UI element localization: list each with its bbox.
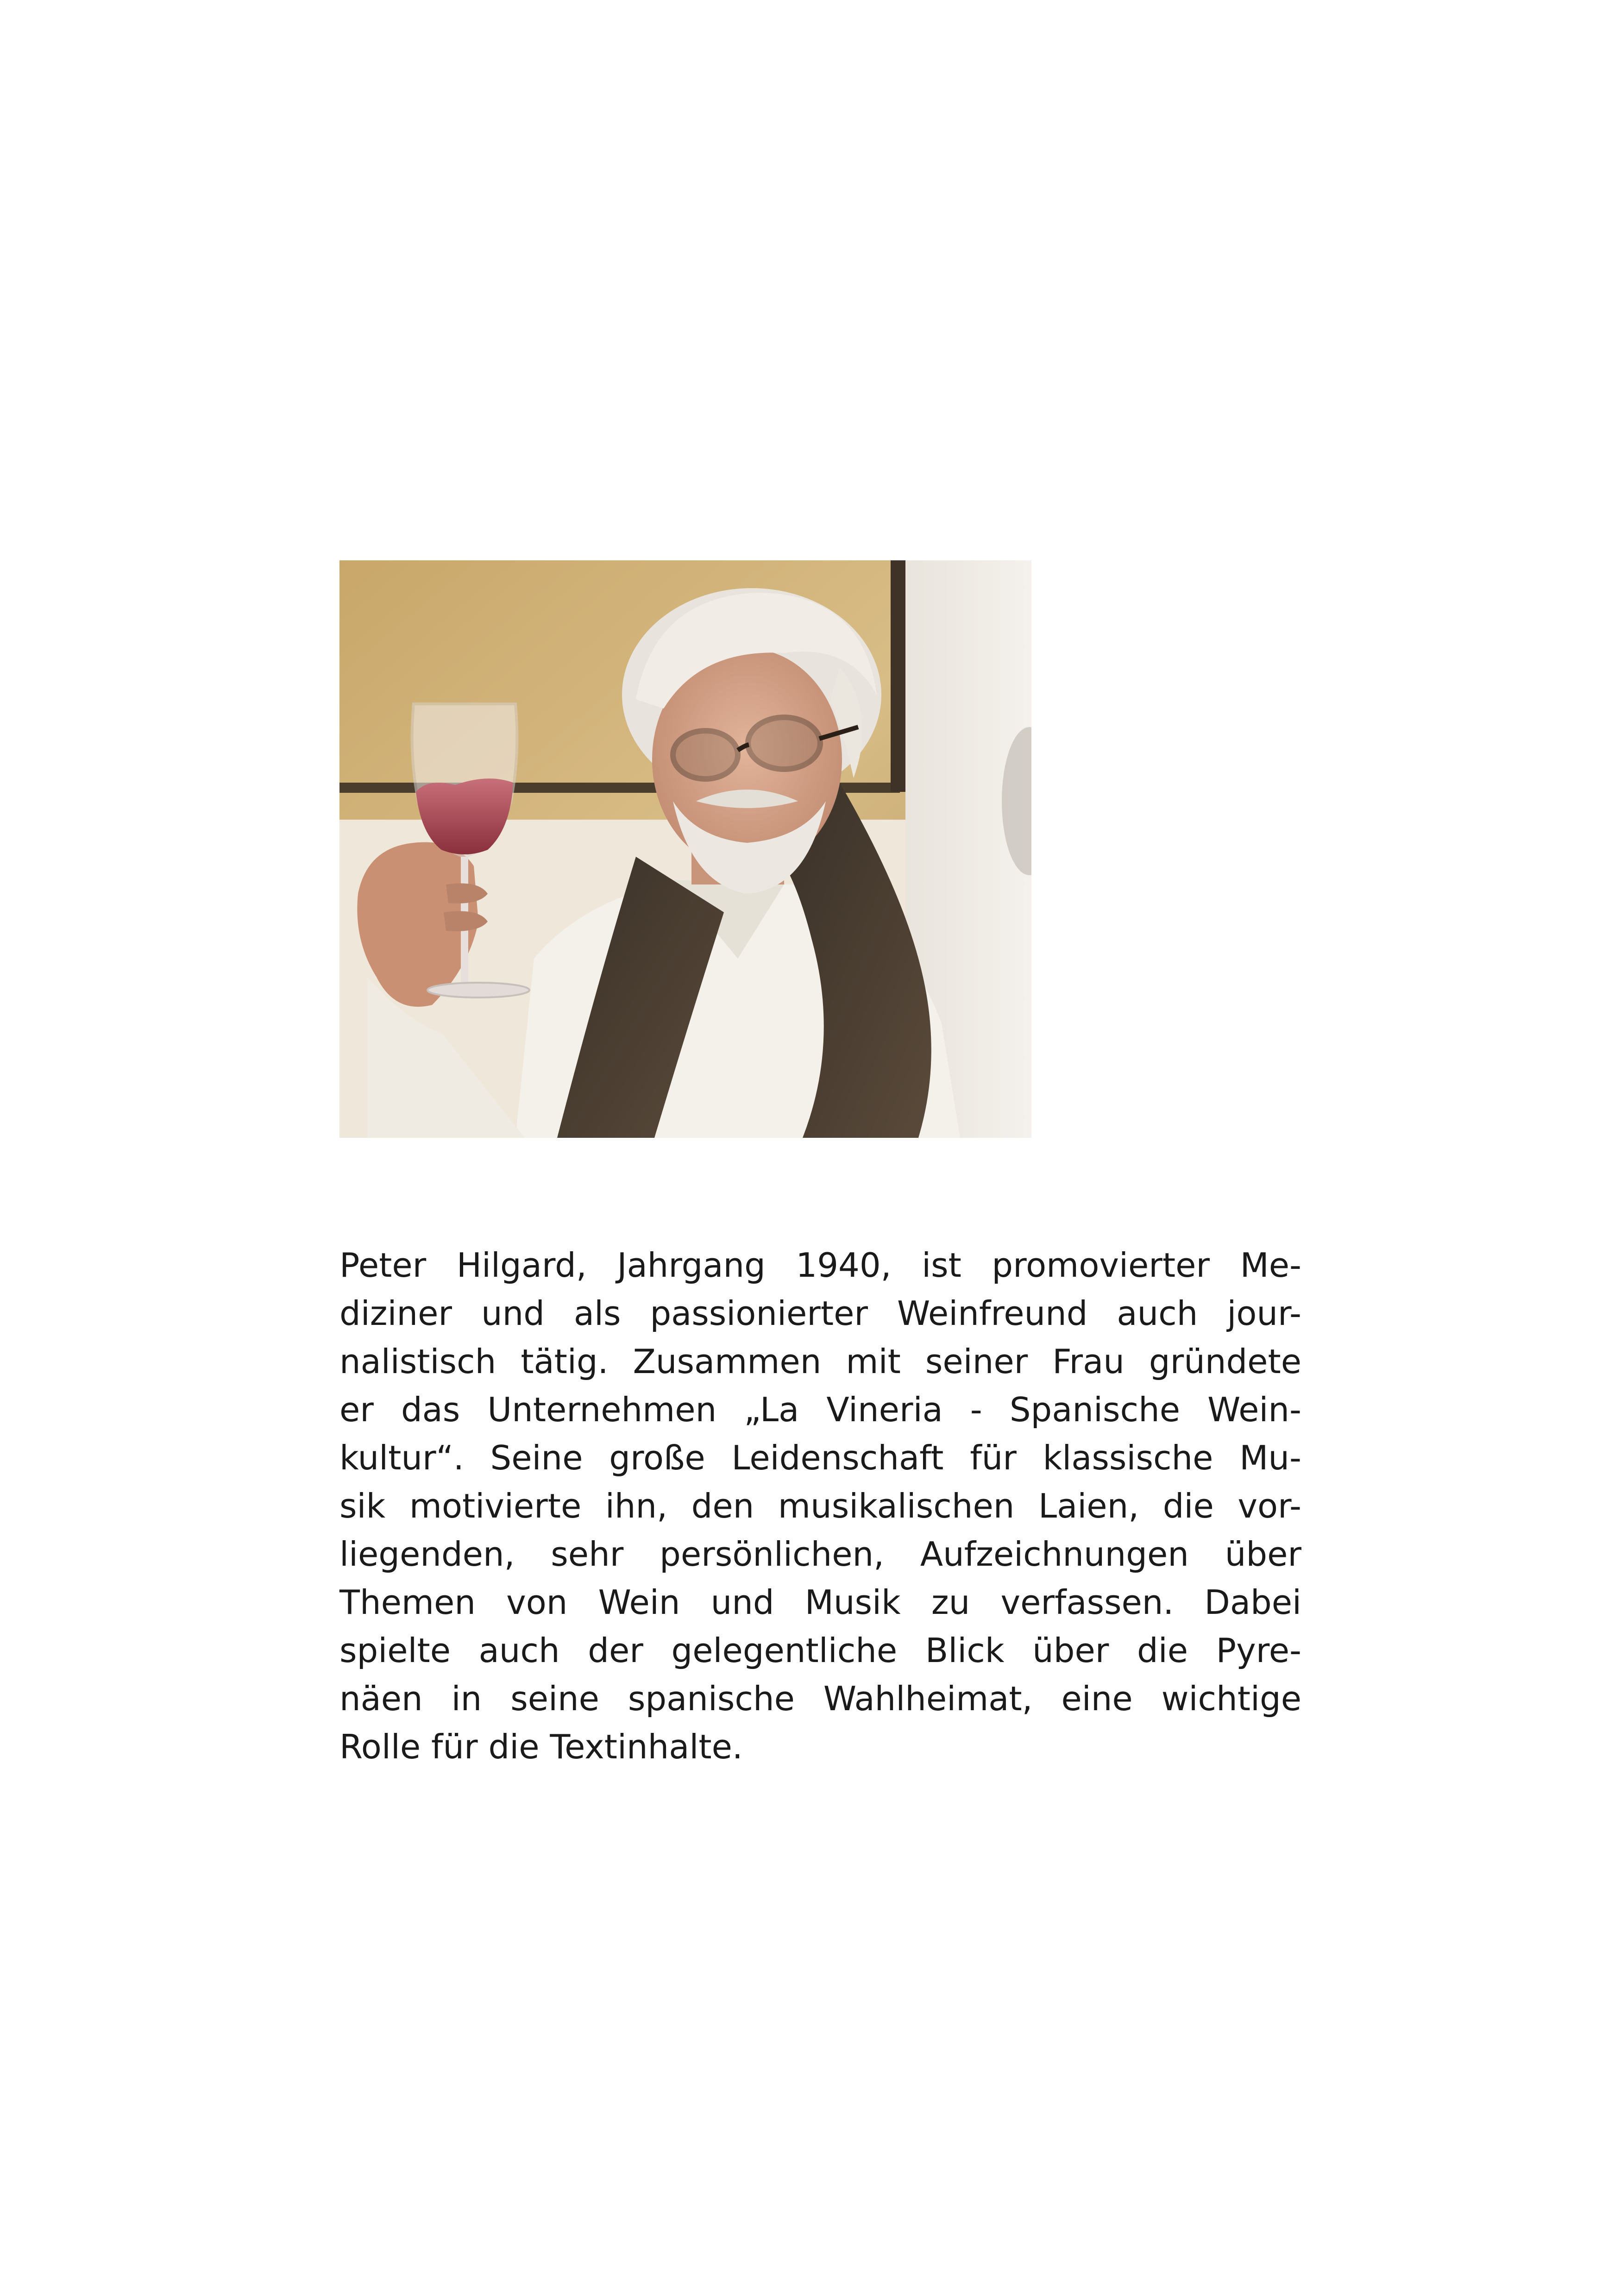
bio-line: spielte auch der gelegentliche Blick über die Pyre- (339, 1631, 1301, 1670)
bio-line: näen in seine spanische Wahlheimat, eine wichtige (339, 1679, 1301, 1718)
bio-line: Themen von Wein und Musik zu verfassen. Dabei (339, 1583, 1301, 1622)
bio-line: nalistisch tätig. Zusammen mit seiner Frau gründete (339, 1342, 1301, 1381)
bio-line: Rolle für die Textinhalte. (339, 1727, 743, 1766)
bio-line: er das Unternehmen „La Vineria - Spanische Wein- (339, 1390, 1301, 1429)
bio-line: liegenden, sehr persönlichen, Aufzeichnungen über (339, 1535, 1301, 1574)
portrait-photo (339, 560, 1031, 1138)
bio-line: Peter Hilgard, Jahrgang 1940, ist promovierter Me- (339, 1246, 1301, 1285)
bio-line: diziner und als passionierter Weinfreund auch jour- (339, 1294, 1301, 1333)
bio-line: sik motivierte ihn, den musikalischen Laien, die vor- (339, 1487, 1301, 1525)
portrait-illustration (339, 560, 1031, 1138)
bio-line: kultur“. Seine große Leidenschaft für klassische Mu- (339, 1438, 1301, 1477)
author-bio (339, 1241, 1301, 1771)
